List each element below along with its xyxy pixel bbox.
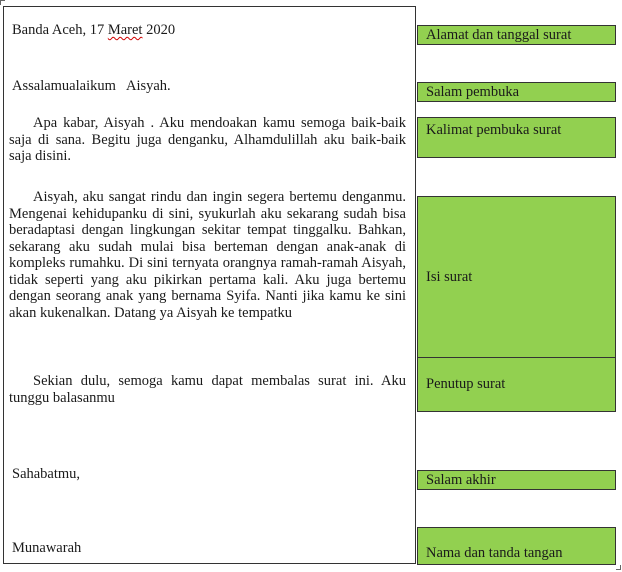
- letter-date-month: Maret: [107, 22, 143, 38]
- page-corner-mark-bottom: [616, 565, 621, 570]
- letter-date: [12, 22, 175, 39]
- letter-closing-paragraph: Sekian dulu, semoga kamu dapat membalas surat ini. Aku tunggu balasanmu: [9, 373, 406, 406]
- letter-opening-paragraph: Apa kabar, Aisyah . Aku mendoakan kamu semoga baik-baik saja di sana. Begitu juga denganku, Alhamdulillah aku baik-baik saja disini.: [9, 115, 406, 164]
- letter-farewell: Sahabatmu,: [12, 466, 81, 482]
- label-name-signature: [417, 527, 616, 565]
- letter-date-year: 2020: [146, 22, 176, 38]
- label-opening-sentence-text: Kalimat pembuka surat: [426, 122, 562, 138]
- label-address-date: Alamat dan tanggal surat: [417, 25, 616, 45]
- letter-greeting: Assalamualaikum Aisyah.: [12, 78, 171, 94]
- page-corner-mark: [0, 0, 5, 5]
- label-closing: Penutup surat: [417, 357, 616, 412]
- label-content: Isi surat: [417, 196, 616, 358]
- letter-body-paragraph: Aisyah, aku sangat rindu dan ingin segera bertemu denganmu. Mengenai kehidupanku di sini, syukurlah aku sekarang sudah bisa beradaptasi dengan lingkungan sekitar tempat tinggalku. Bahkan, sekarang aku sudah mulai bisa berteman dengan anak-anak di kompleks rumahku. Di sini ternyata orangnya ramah-ramah Aisyah, tidak seperti yang aku pikirkan pertama kali. Aku juga bertemu dengan seorang anak yang bernama Syifa. Nanti jika kamu ke sini akan kukenalkan. Datang ya Aisyah ke tempatku: [9, 189, 406, 321]
- label-name-signature-text: Nama dan tanda tangan: [426, 545, 563, 561]
- letter-signature: Munawarah: [12, 540, 82, 556]
- label-opening-salutation: Salam pembuka: [417, 82, 616, 102]
- letter-date-place: Banda Aceh, 17: [12, 22, 105, 38]
- label-opening-sentence: [417, 117, 616, 158]
- label-closing-salutation: Salam akhir: [417, 470, 616, 490]
